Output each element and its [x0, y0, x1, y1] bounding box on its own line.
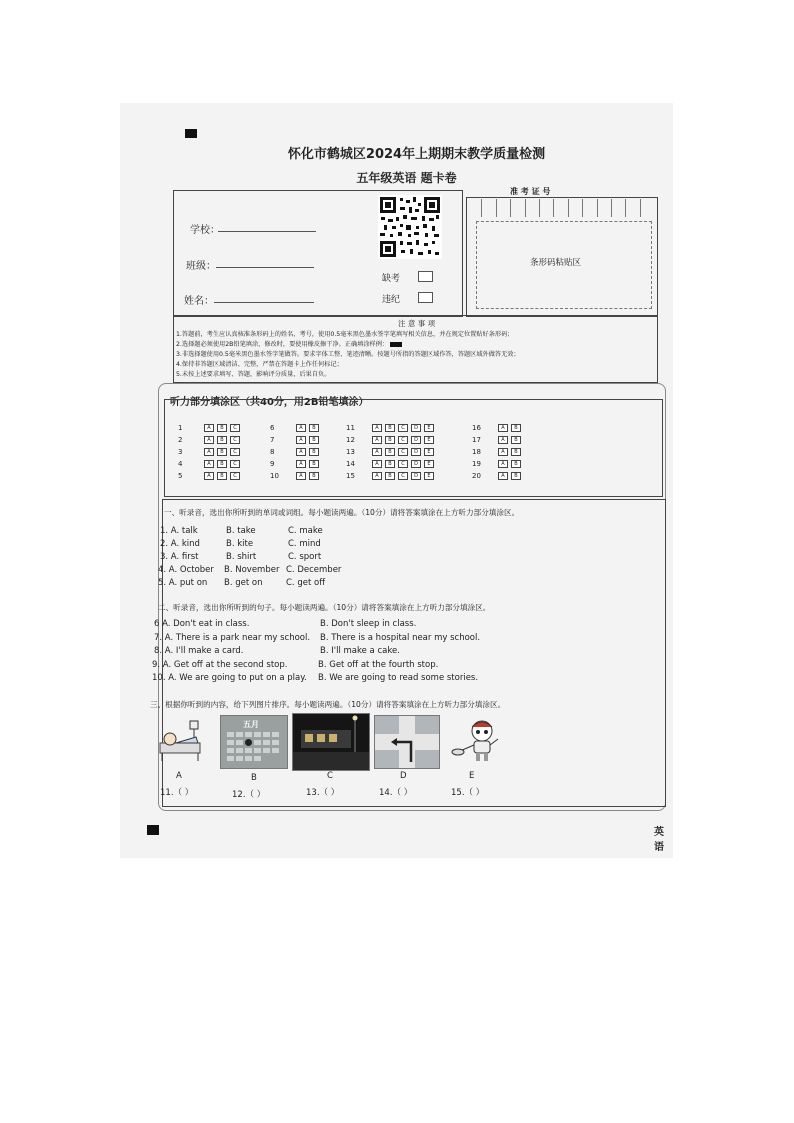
- answer-bubble[interactable]: A: [204, 448, 214, 456]
- notes-item-2-text: 2.选择题必须使用2B铅笔填涂，修改时，要使用橡皮擦干净。正确填涂样例：: [176, 341, 389, 348]
- answer-bubble[interactable]: C: [230, 472, 240, 480]
- bubble-row: [472, 472, 524, 480]
- bubble-row: [472, 424, 524, 432]
- answer-blank-11[interactable]: 11.（ ）: [160, 788, 194, 798]
- answer-bubble[interactable]: B: [511, 472, 521, 480]
- answer-bubble[interactable]: D: [411, 472, 421, 480]
- question-number: 9: [270, 460, 275, 468]
- answer-bubble[interactable]: B: [385, 472, 395, 480]
- bubble-row: [346, 448, 437, 456]
- answer-bubble[interactable]: E: [424, 460, 434, 468]
- answer-bubble[interactable]: C: [398, 448, 408, 456]
- answer-sheet: [120, 103, 673, 858]
- question-number: 2: [178, 436, 183, 444]
- answer-bubble[interactable]: A: [296, 460, 306, 468]
- bubble-row: [178, 460, 243, 468]
- registration-mark-bottom-left: [147, 825, 159, 835]
- calendar-month: 五月: [243, 720, 259, 729]
- name-label: 姓名：: [184, 296, 214, 307]
- section1-option: C. sport: [288, 552, 322, 562]
- bubble-row: [178, 424, 243, 432]
- answer-bubble[interactable]: D: [411, 424, 421, 432]
- section1-option: 5. A. put on: [158, 578, 208, 588]
- notes-title: 注 意 事 项: [398, 319, 436, 328]
- answer-bubble[interactable]: A: [296, 448, 306, 456]
- section1-heading: 一、听录音，选出你所听到的单词或词组。每小题读两遍。（10分）请将答案填涂在上方听力部分填涂区。: [164, 508, 520, 517]
- answer-bubble[interactable]: B: [217, 472, 227, 480]
- answer-bubble[interactable]: A: [498, 424, 508, 432]
- picture-d-turn-left-sign: [374, 715, 440, 769]
- answer-bubble[interactable]: D: [411, 448, 421, 456]
- bubble-row: [270, 424, 322, 432]
- answer-bubble[interactable]: B: [217, 424, 227, 432]
- answer-bubble[interactable]: B: [309, 436, 319, 444]
- question-number: 12: [346, 436, 355, 444]
- answer-bubble[interactable]: C: [398, 436, 408, 444]
- question-number: 16: [472, 424, 481, 432]
- bubble-row: [270, 436, 322, 444]
- bubble-row: [346, 472, 437, 480]
- question-number: 4: [178, 460, 183, 468]
- answer-bubble[interactable]: B: [217, 460, 227, 468]
- section1-option: B. kite: [226, 539, 254, 549]
- section2-option: 10. A. We are going to put on a play.: [152, 673, 307, 683]
- qr-code: [378, 195, 442, 259]
- answer-bubble[interactable]: E: [424, 472, 434, 480]
- section1-option: 3. A. first: [160, 552, 199, 562]
- section1-option: C. make: [288, 526, 323, 536]
- answer-bubble[interactable]: B: [511, 460, 521, 468]
- answer-blank-14[interactable]: 14.（ ）: [379, 788, 413, 798]
- answer-bubble[interactable]: E: [424, 436, 434, 444]
- answer-bubble[interactable]: B: [511, 424, 521, 432]
- picture-label-a: A: [176, 771, 182, 781]
- answer-bubble[interactable]: B: [309, 448, 319, 456]
- answer-bubble[interactable]: A: [296, 424, 306, 432]
- answer-bubble[interactable]: B: [511, 436, 521, 444]
- answer-bubble[interactable]: A: [372, 448, 382, 456]
- absent-checkbox[interactable]: [418, 271, 433, 282]
- answer-bubble[interactable]: B: [217, 436, 227, 444]
- bubble-row: [178, 448, 243, 456]
- section1-option: B. November: [224, 565, 280, 575]
- section2-option: B. There is a hospital near my school.: [320, 632, 481, 643]
- notes-item-5: 5.未按上述要求填写、答题，影响评分质量，后果自负。: [176, 371, 331, 378]
- picture-label-c: C: [327, 771, 333, 781]
- answer-bubble[interactable]: A: [498, 472, 508, 480]
- barcode-label: 条形码粘贴区: [530, 258, 582, 268]
- bubble-row: [472, 460, 524, 468]
- section1-option: B. shirt: [226, 552, 257, 562]
- section3-heading: 三、根据你听到的内容，给下列图片排序。每小题读两遍。（10分）请将答案填涂在上方听力部分填涂区。: [150, 700, 506, 709]
- section2-option: 8. A. I'll make a card.: [154, 646, 244, 656]
- answer-blank-15[interactable]: 15.（ ）: [451, 788, 485, 798]
- answer-bubble[interactable]: A: [204, 424, 214, 432]
- section1-option: C. get off: [286, 578, 326, 588]
- question-number: 10: [270, 472, 279, 480]
- answer-bubble[interactable]: D: [411, 460, 421, 468]
- question-number: 13: [346, 448, 355, 456]
- answer-bubble[interactable]: E: [424, 448, 434, 456]
- picture-label-e: E: [469, 771, 475, 781]
- bubble-row: [472, 436, 524, 444]
- section1-option: 4. A. October: [158, 565, 214, 575]
- school-field[interactable]: [218, 231, 316, 232]
- absent-label: 缺考: [382, 274, 401, 284]
- question-number: 19: [472, 460, 481, 468]
- answer-bubble[interactable]: B: [309, 460, 319, 468]
- violation-label: 违纪: [382, 295, 401, 305]
- bubble-row: [270, 472, 322, 480]
- bubble-row: [346, 436, 437, 444]
- answer-bubble[interactable]: C: [398, 460, 408, 468]
- picture-e-robot: [446, 717, 504, 765]
- answer-bubble[interactable]: B: [511, 448, 521, 456]
- picture-label-b: B: [251, 773, 257, 783]
- section1-option: B. get on: [224, 578, 263, 588]
- answer-bubble[interactable]: A: [498, 460, 508, 468]
- question-number: 17: [472, 436, 481, 444]
- section2-option: B. We are going to read some stories.: [318, 673, 479, 683]
- question-number: 7: [270, 436, 275, 444]
- exam-title: 怀化市鹤城区2024年上期期末教学质量检测: [287, 147, 546, 162]
- section1-option: B. take: [226, 526, 256, 536]
- school-label: 学校：: [190, 225, 220, 236]
- answer-bubble[interactable]: B: [385, 448, 395, 456]
- answer-bubble[interactable]: A: [204, 472, 214, 480]
- section1-option: 1. A. talk: [160, 526, 198, 536]
- question-number: 3: [178, 448, 183, 456]
- answer-blank-13[interactable]: 13.（ ）: [306, 788, 340, 798]
- answer-bubble[interactable]: C: [230, 448, 240, 456]
- answer-bubble[interactable]: A: [498, 436, 508, 444]
- question-number: 8: [270, 448, 275, 456]
- bubble-row: [178, 472, 243, 480]
- picture-c-night-street: [292, 713, 370, 771]
- answer-bubble[interactable]: A: [498, 448, 508, 456]
- bubble-row: [270, 460, 322, 468]
- question-number: 14: [346, 460, 355, 468]
- section2-option: 6 A. Don't eat in class.: [154, 619, 250, 629]
- exam-subtitle: 五年级英语 题卡卷: [356, 171, 457, 185]
- bubble-row: [270, 448, 322, 456]
- answer-bubble[interactable]: C: [398, 472, 408, 480]
- notes-item-4: 4.保持非答题区域清洁、完整，严禁在答题卡上作任何标记；: [176, 361, 343, 368]
- fill-sample-icon: [390, 342, 402, 347]
- notes-item-2: [176, 339, 402, 348]
- answer-bubble[interactable]: A: [296, 436, 306, 444]
- answer-bubble[interactable]: A: [372, 472, 382, 480]
- section2-option: 9. A. Get off at the second stop.: [152, 659, 288, 670]
- picture-a: [156, 717, 206, 765]
- name-field[interactable]: [214, 302, 314, 303]
- answer-bubble[interactable]: B: [385, 460, 395, 468]
- exam-id-label: 准 考 证 号: [510, 187, 551, 196]
- picture-b-calendar: [220, 715, 288, 769]
- answer-bubble[interactable]: B: [385, 424, 395, 432]
- question-number: 5: [178, 472, 183, 480]
- answer-bubble[interactable]: A: [296, 472, 306, 480]
- answer-blank-12[interactable]: 12.（ ）: [232, 790, 266, 800]
- question-number: 15: [346, 472, 355, 480]
- picture-label-d: D: [400, 771, 407, 781]
- bubble-row: [178, 436, 243, 444]
- answer-bubble[interactable]: A: [372, 460, 382, 468]
- section2-option: B. I'll make a cake.: [320, 646, 400, 656]
- answer-bubble[interactable]: E: [424, 424, 434, 432]
- violation-checkbox[interactable]: [418, 292, 433, 303]
- question-number: 20: [472, 472, 481, 480]
- bubble-row: [472, 448, 524, 456]
- answer-bubble[interactable]: C: [398, 424, 408, 432]
- exam-id-digit-grid[interactable]: [468, 199, 654, 217]
- answer-bubble[interactable]: B: [217, 448, 227, 456]
- bubble-row: [346, 424, 437, 432]
- section2-heading: 二、听录音，选出你所听到的句子。每小题读两遍。（10分）请将答案填涂在上方听力部分填涂区。: [158, 603, 491, 612]
- class-field[interactable]: [216, 267, 314, 268]
- question-number: 1: [178, 424, 183, 432]
- answer-bubble[interactable]: C: [230, 460, 240, 468]
- answer-bubble[interactable]: A: [372, 424, 382, 432]
- listening-title: 听力部分填涂区（共40分，用2B铅笔填涂）: [170, 397, 369, 408]
- class-label: 班级：: [186, 261, 216, 272]
- answer-bubble[interactable]: D: [411, 436, 421, 444]
- answer-bubble[interactable]: C: [230, 436, 240, 444]
- answer-bubble[interactable]: A: [204, 460, 214, 468]
- notes-item-1: 1.答题前，考生应认真核准条形码上的姓名、考号，使用0.5毫米黑色墨水签字笔填写相关信息，并在规定位置贴好条形码；: [176, 331, 514, 338]
- answer-bubble[interactable]: B: [309, 424, 319, 432]
- question-number: 18: [472, 448, 481, 456]
- answer-bubble[interactable]: A: [372, 436, 382, 444]
- section2-option: B. Get off at the fourth stop.: [318, 659, 439, 670]
- section1-option: 2. A. kind: [160, 539, 200, 549]
- question-number: 11: [346, 424, 355, 432]
- bubble-row: [346, 460, 437, 468]
- registration-mark-top-left: [185, 129, 197, 138]
- footer-subject: 英语: [654, 827, 664, 853]
- notes-item-3: 3.非选择题使用0.5毫米黑色墨水签字笔做答。要求字体工整、笔迹清晰。按题号所指的答题区域作答，答题区域外做答无效；: [176, 351, 520, 358]
- question-number: 6: [270, 424, 275, 432]
- section2-option: B. Don't sleep in class.: [320, 619, 417, 629]
- answer-bubble[interactable]: A: [204, 436, 214, 444]
- section1-option: C. mind: [288, 539, 321, 549]
- answer-bubble[interactable]: B: [309, 472, 319, 480]
- section1-option: C. December: [286, 565, 342, 575]
- answer-bubble[interactable]: C: [230, 424, 240, 432]
- section2-option: 7. A. There is a park near my school.: [154, 632, 311, 643]
- answer-bubble[interactable]: B: [385, 436, 395, 444]
